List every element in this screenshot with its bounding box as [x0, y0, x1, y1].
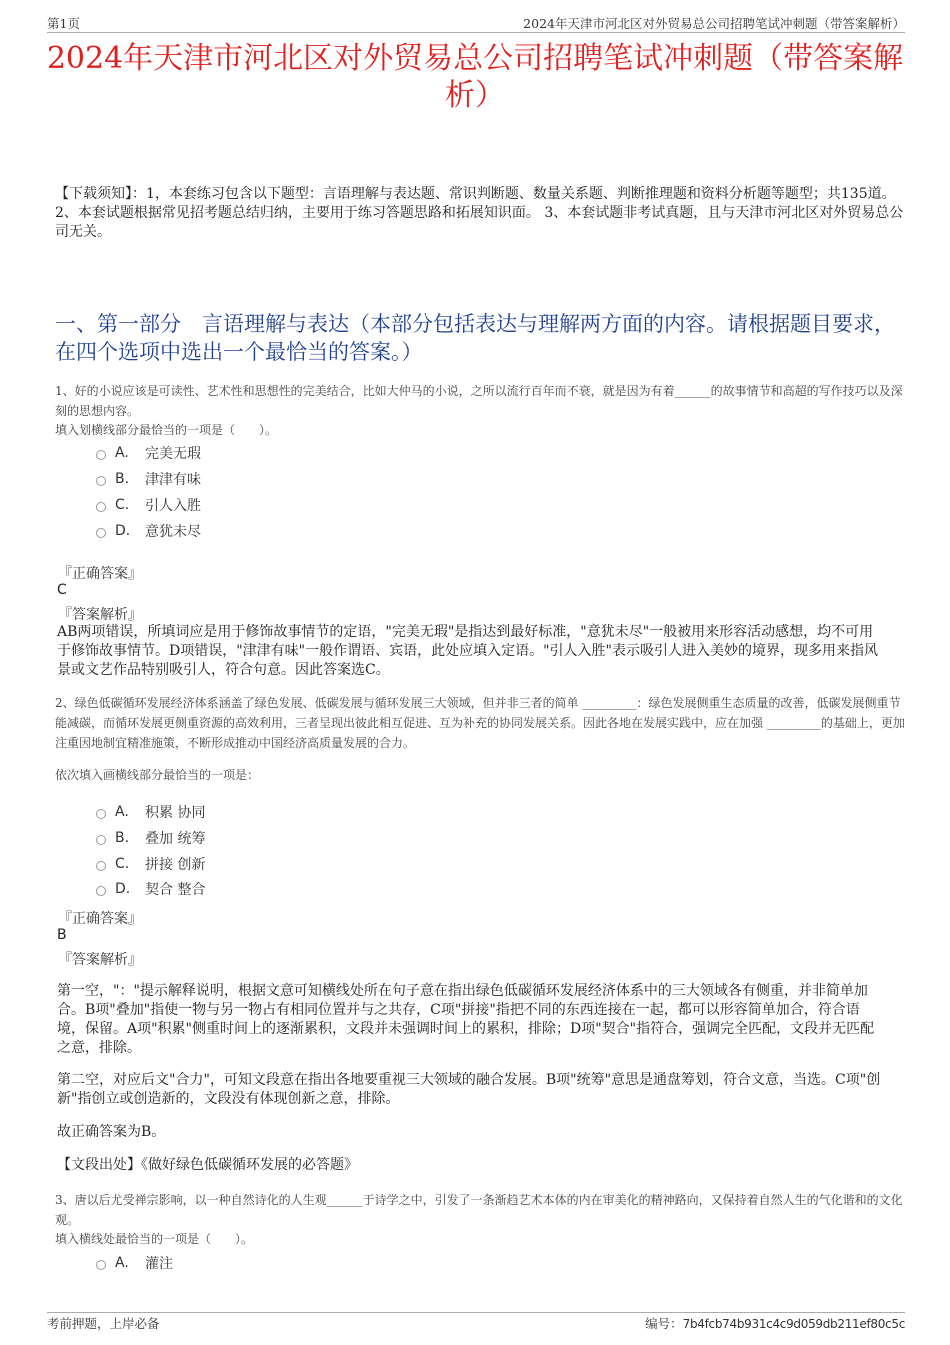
option-letter: D.	[115, 523, 131, 539]
radio-icon[interactable]	[96, 528, 106, 538]
q2-option-d[interactable]	[96, 879, 205, 899]
download-notice: 【下载须知】：1，本套练习包含以下题型：言语理解与表达题、常识判断题、数量关系题、判断推理题和资料分析题等题型；共135道。 2、本套试题根据常见招考题总结归纳，主要用于练习答题思路和拓展知识面。 3、本套试题非考试真题，且与天津市河北区对外贸易总公司无关。	[55, 186, 904, 240]
q2-option-b[interactable]	[96, 828, 205, 848]
option-text: 叠加 统筹	[145, 831, 206, 847]
option-text: 完美无瑕	[145, 446, 201, 462]
radio-icon[interactable]	[96, 1260, 106, 1270]
option-text: 意犹未尽	[145, 524, 201, 540]
option-letter: C.	[115, 856, 130, 872]
q2-answer: B	[57, 927, 67, 943]
radio-icon[interactable]	[96, 502, 106, 512]
analysis-label: 『答案解析』	[58, 607, 142, 623]
question-3-prompt: 填入横线处最恰当的一项是（ ）。	[55, 1232, 254, 1246]
analysis-label: 『答案解析』	[58, 952, 142, 968]
option-text: 灌注	[145, 1256, 173, 1272]
radio-icon[interactable]	[96, 450, 106, 460]
radio-icon[interactable]	[96, 861, 106, 871]
q2-option-c[interactable]	[96, 854, 205, 874]
option-text: 契合 整合	[145, 882, 206, 898]
q2-analysis-1: 第一空，"："提示解释说明，根据文意可知横线处所在句子意在指出绿色低碳循环发展经济体系中的三大领域各有侧重，并非简单加合。B项"叠加"指使一物与另一物占有相同位置并与之共存，C项"拼接"指把不同的东西连接在一起，都可以形容简单加合，符合语境，保留。A项"积累"侧重时间上的逐渐累积，文段并未强调时间上的累积，排除；D项"契合"指符合，强调完全匹配，文段并无匹配之意，排除。	[57, 983, 875, 1056]
correct-answer-label: 『正确答案』	[58, 911, 142, 927]
page-title: 2024年天津市河北区对外贸易总公司招聘笔试冲刺题（带答案解析）	[46, 41, 904, 113]
option-letter: A.	[115, 804, 129, 820]
option-letter: A.	[115, 445, 129, 461]
correct-answer-label: 『正确答案』	[58, 566, 142, 582]
code-value: 7b4fcb74b931c4c9d059db211ef80c5c	[682, 1317, 905, 1331]
q3-option-a[interactable]	[96, 1253, 173, 1273]
question-1-prompt: 填入划横线部分最恰当的一项是（ ）。	[55, 423, 278, 437]
header-divider	[47, 32, 905, 33]
option-letter: C.	[115, 497, 130, 513]
question-2-prompt: 依次填入画横线部分最恰当的一项是：	[55, 768, 260, 782]
header-doc-title: 2024年天津市河北区对外贸易总公司招聘笔试冲刺题（带答案解析）	[523, 16, 905, 31]
option-letter: B.	[115, 830, 130, 846]
q2-analysis-2: 第二空，对应后文"合力"，可知文段意在指出各地要重视三大领域的融合发展。B项"统筹"意思是通盘筹划，符合文意，当选。C项"创新"指创立或创造新的，文段没有体现创新之意，排除。	[57, 1072, 881, 1107]
radio-icon[interactable]	[96, 886, 106, 896]
option-letter: A.	[115, 1255, 129, 1271]
q1-analysis: AB两项错误，所填词应是用于修饰故事情节的定语，"完美无瑕"是指达到最好标准，"意犹未尽"一般被用来形容活动感想，均不可用于修饰故事情节。D项错误，"津津有味"一般作谓语、宾语，此处应填入定语。"引人入胜"表示吸引人进入美妙的境界，现多用来指风景或文艺作品特别吸引人，符合句意。因此答案选C。	[57, 624, 878, 678]
code-label: 编号：	[645, 1316, 683, 1331]
option-text: 津津有味	[145, 472, 201, 488]
q2-source: 【文段出处】《做好绿色低碳循环发展的必答题》	[57, 1157, 358, 1173]
option-letter: B.	[115, 471, 130, 487]
q2-option-a[interactable]	[96, 802, 205, 822]
q1-option-c[interactable]	[96, 495, 201, 515]
question-1-stem: 1、好的小说应该是可读性、艺术性和思想性的完美结合，比如大仲马的小说，之所以流行百年而不衰，就是因为有着______的故事情节和高超的写作技巧以及深刻的思想内容。	[55, 384, 903, 418]
question-2-stem: 2、绿色低碳循环发展经济体系涵盖了绿色发展、低碳发展与循环发展三大领域，但并非三者的简单 _________：绿色发展侧重生态质量的改善，低碳发展侧重节能减碳，而循环发展更侧重资源的高效利用，三者呈现出彼此相互促进、互为补充的协同发展关系。因此各地在发展实践中，应在加强 _________的基础上，更加注重因地制宜精准施策，不断形成推动中国经济高质量发展的合力。	[55, 696, 905, 750]
footer-code	[645, 1314, 905, 1332]
page-number: 第1页	[47, 16, 80, 31]
option-text: 积累 协同	[145, 805, 206, 821]
option-text: 引人入胜	[145, 498, 201, 514]
footer-divider	[47, 1312, 905, 1313]
q2-conclusion: 故正确答案为B。	[57, 1124, 166, 1140]
option-letter: D.	[115, 881, 131, 897]
option-text: 拼接 创新	[145, 857, 206, 873]
footer-slogan: 考前押题，上岸必备	[47, 1316, 160, 1331]
q1-answer: C	[57, 582, 67, 598]
q1-option-d[interactable]	[96, 521, 201, 541]
radio-icon[interactable]	[96, 476, 106, 486]
q1-option-b[interactable]	[96, 469, 201, 489]
radio-icon[interactable]	[96, 835, 106, 845]
q1-option-a[interactable]	[96, 443, 201, 463]
question-3-stem: 3、唐以后尤受禅宗影响，以一种自然诗化的人生观______于诗学之中，引发了一条渐趋艺术本体的内在审美化的精神路向，又保持着自然人生的气化谐和的文化观。	[55, 1193, 903, 1227]
radio-icon[interactable]	[96, 809, 106, 819]
section-heading: 一、第一部分 言语理解与表达（本部分包括表达与理解两方面的内容。请根据题目要求，在四个选项中选出一个最恰当的答案。）	[55, 312, 895, 364]
